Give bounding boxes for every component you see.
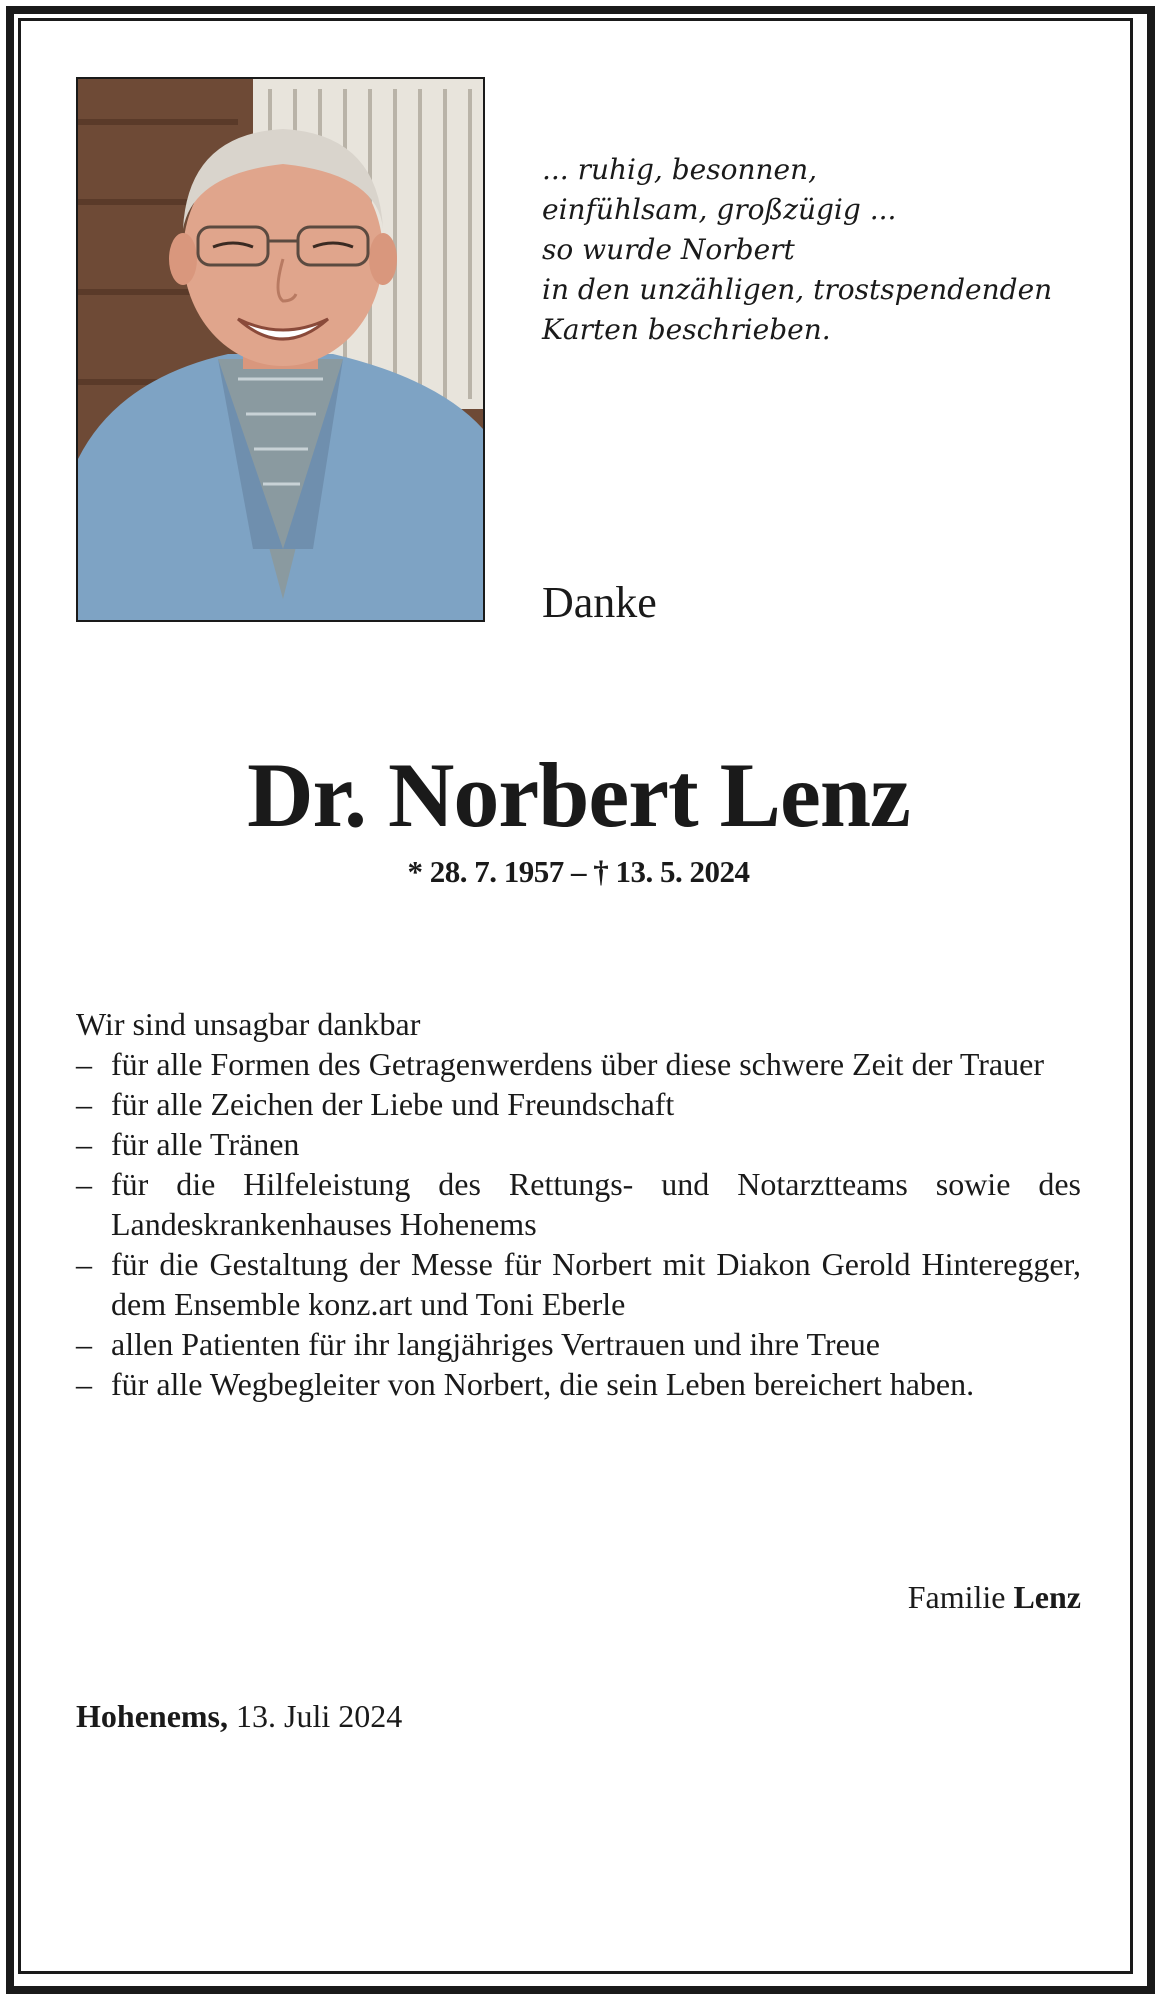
quote-line: in den unzähligen, trostspendenden	[542, 273, 1053, 306]
signature-prefix: Familie	[907, 1579, 1006, 1615]
list-item-text: für alle Wegbegleiter von Norbert, die sein Leben bereichert haben.	[111, 1366, 975, 1402]
list-item	[76, 1124, 1081, 1164]
quote-line: einfühlsam, großzügig ...	[542, 193, 897, 226]
list-item	[76, 1324, 1081, 1364]
place: Hohenems,	[76, 1698, 228, 1734]
gratitude-list	[76, 1044, 1081, 1404]
list-item-text: für alle Formen des Getragenwerdens über diese schwere Zeit der Trauer	[111, 1046, 1044, 1082]
list-item	[76, 1244, 1081, 1324]
list-item-text: für die Hilfeleistung des Rettungs- und Notarztteams sowie des Landeskrankenhauses Hohenems	[111, 1166, 1081, 1242]
list-item-text: allen Patienten für ihr langjähriges Vertrauen und ihre Treue	[111, 1326, 880, 1362]
quote-line: so wurde Norbert	[542, 233, 795, 266]
deceased-name: Dr. Norbert Lenz	[247, 744, 910, 846]
gratitude-intro: Wir sind unsagbar dankbar	[76, 1006, 421, 1042]
family-signature	[908, 1577, 1081, 1617]
dash-bullet: –	[76, 1126, 92, 1162]
list-item-text: für alle Tränen	[111, 1126, 300, 1162]
dash-bullet: –	[76, 1246, 92, 1282]
gratitude-text	[76, 1004, 1081, 1404]
life-dates: * 28. 7. 1957 – † 13. 5. 2024	[407, 854, 750, 889]
list-item	[76, 1084, 1081, 1124]
list-item	[76, 1044, 1081, 1084]
signature-surname: Lenz	[1013, 1579, 1081, 1615]
list-item-text: für alle Zeichen der Liebe und Freundschaft	[111, 1086, 675, 1122]
dash-bullet: –	[76, 1166, 92, 1202]
place-and-date	[76, 1696, 402, 1736]
quote-line: Karten beschrieben.	[542, 313, 831, 346]
dash-bullet: –	[76, 1326, 92, 1362]
date: 13. Juli 2024	[236, 1698, 403, 1734]
dash-bullet: –	[76, 1366, 92, 1402]
dash-bullet: –	[76, 1046, 92, 1082]
dash-bullet: –	[76, 1086, 92, 1122]
quote-line: ... ruhig, besonnen,	[542, 153, 818, 186]
list-item	[76, 1164, 1081, 1244]
list-item-text: für die Gestaltung der Messe für Norbert mit Diakon Gerold Hinteregger, dem Ensemble konz.art und Toni Eberle	[111, 1246, 1081, 1322]
quote-block	[542, 150, 1102, 350]
danke-heading: Danke	[542, 578, 657, 627]
portrait-photo	[76, 77, 485, 622]
portrait-photo-illustration	[78, 79, 483, 620]
list-item	[76, 1364, 1081, 1404]
